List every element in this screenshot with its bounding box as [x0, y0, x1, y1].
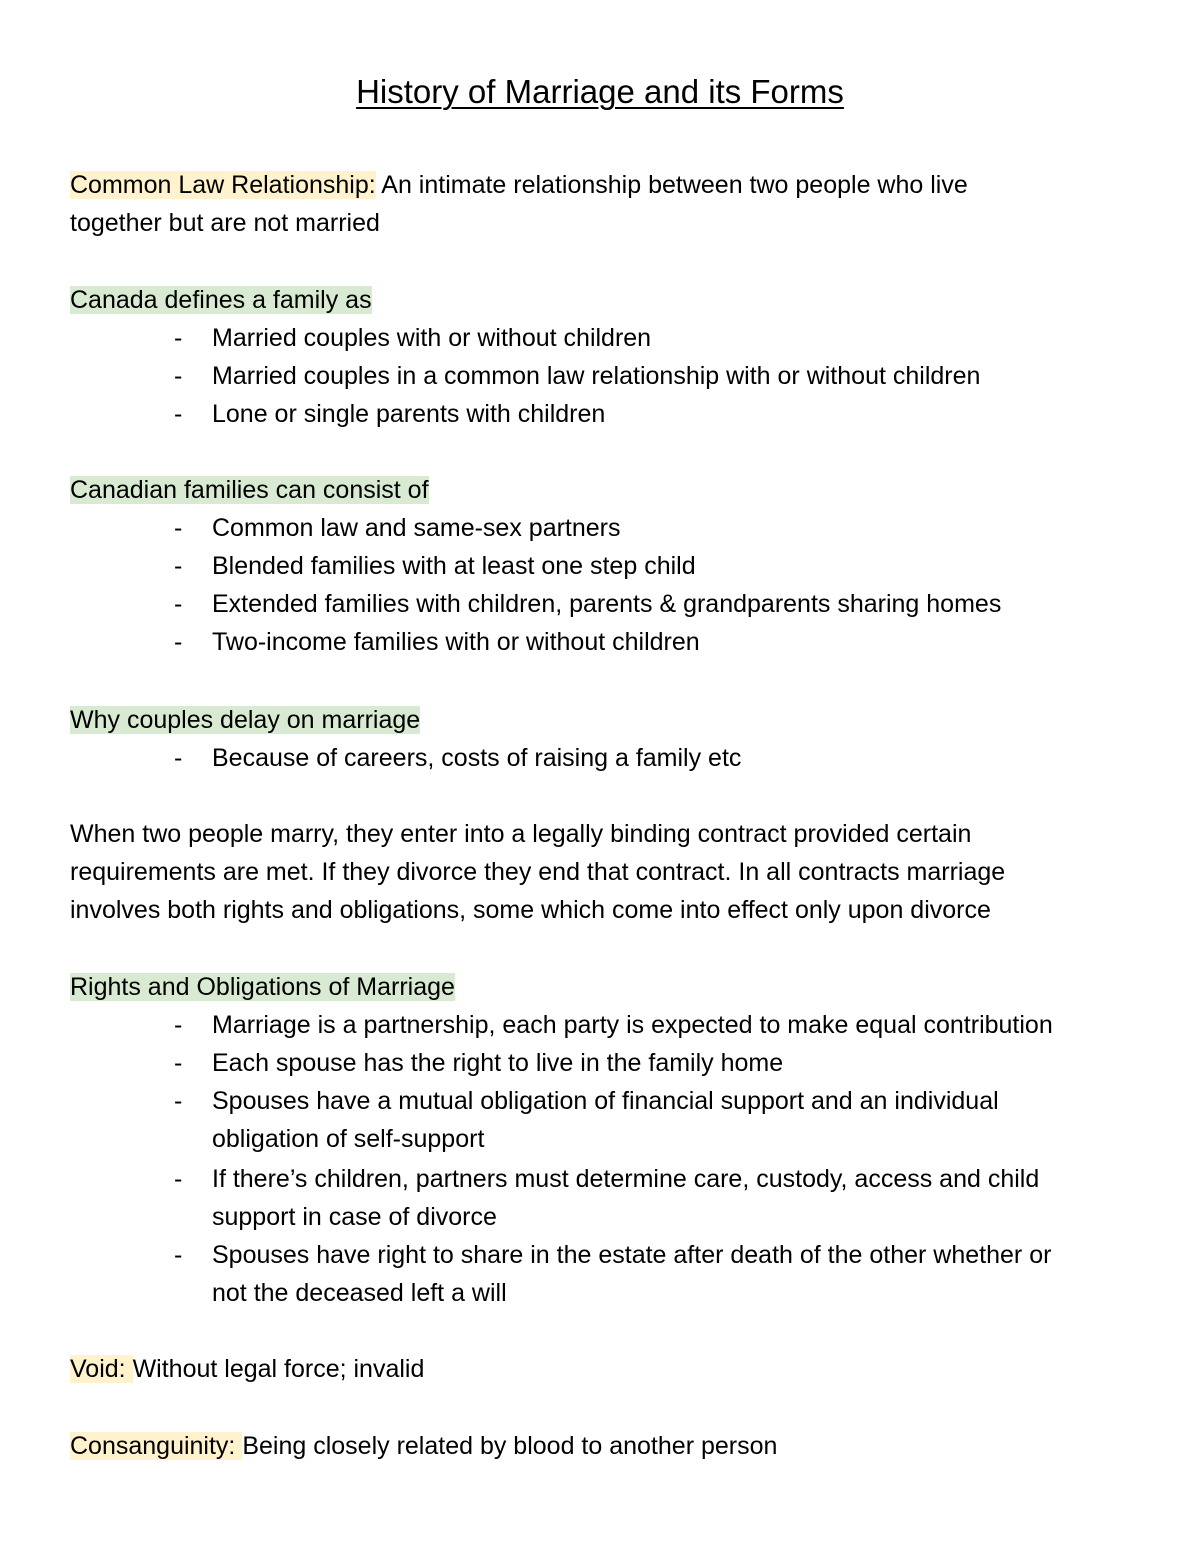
page-title: History of Marriage and its Forms [356, 73, 844, 110]
bullet-dash: - [174, 628, 183, 656]
common-law-term: Common Law Relationship: [70, 171, 376, 199]
list-item-continued: obligation of self-support [212, 1125, 485, 1153]
paragraph-line: involves both rights and obligations, some which come into effect only upon divorce [70, 896, 991, 924]
bullet-dash: - [174, 1087, 183, 1115]
bullet-dash: - [174, 362, 183, 390]
list-item: Marriage is a partnership, each party is expected to make equal contribution [212, 1011, 1053, 1039]
list-item-continued: not the deceased left a will [212, 1279, 507, 1307]
bullet-dash: - [174, 744, 183, 772]
bullet-dash: - [174, 1011, 183, 1039]
list-item: If there’s children, partners must determine care, custody, access and child [212, 1165, 1040, 1193]
list-item-continued: support in case of divorce [212, 1203, 497, 1231]
rights-heading-text: Rights and Obligations of Marriage [70, 973, 455, 1001]
list-item: Spouses have right to share in the estate after death of the other whether or [212, 1241, 1052, 1269]
canada-family-heading-text: Canada defines a family as [70, 286, 372, 314]
void-term: Void: [70, 1355, 133, 1383]
paragraph-line: requirements are met. If they divorce they end that contract. In all contracts marriage [70, 858, 1006, 886]
list-item: Common law and same-sex partners [212, 514, 621, 542]
canada-family-heading [70, 281, 372, 319]
bullet-dash: - [174, 514, 183, 542]
delay-heading [70, 701, 420, 739]
bullet-dash: - [174, 1165, 183, 1193]
bullet-dash: - [174, 552, 183, 580]
list-item: Each spouse has the right to live in the family home [212, 1049, 784, 1077]
list-item: Lone or single parents with children [212, 400, 606, 428]
bullet-dash: - [174, 1049, 183, 1077]
void-definition-text: Without legal force; invalid [132, 1355, 425, 1383]
consanguinity-term: Consanguinity: [70, 1432, 243, 1460]
canadian-families-heading [70, 471, 429, 509]
bullet-dash: - [174, 324, 183, 352]
canadian-families-heading-text: Canadian families can consist of [70, 476, 429, 504]
consanguinity-definition [70, 1427, 777, 1465]
void-definition [70, 1350, 424, 1388]
consanguinity-definition-text: Being closely related by blood to another person [242, 1432, 778, 1460]
list-item: Two-income families with or without children [212, 628, 700, 656]
bullet-dash: - [174, 1241, 183, 1269]
list-item: Because of careers, costs of raising a family etc [212, 744, 742, 772]
list-item: Married couples with or without children [212, 324, 652, 352]
bullet-dash: - [174, 400, 183, 428]
list-item: Blended families with at least one step child [212, 552, 696, 580]
delay-heading-text: Why couples delay on marriage [70, 706, 421, 734]
rights-heading [70, 968, 455, 1006]
bullet-dash: - [174, 590, 183, 618]
common-law-definition-continued: together but are not married [70, 209, 380, 237]
list-item: Married couples in a common law relationship with or without children [212, 362, 981, 390]
common-law-definition-text: An intimate relationship between two people who live [375, 171, 968, 199]
list-item: Spouses have a mutual obligation of financial support and an individual [212, 1087, 999, 1115]
paragraph-line: When two people marry, they enter into a legally binding contract provided certain [70, 820, 972, 848]
list-item: Extended families with children, parents & grandparents sharing homes [212, 590, 1002, 618]
common-law-definition [70, 166, 968, 204]
